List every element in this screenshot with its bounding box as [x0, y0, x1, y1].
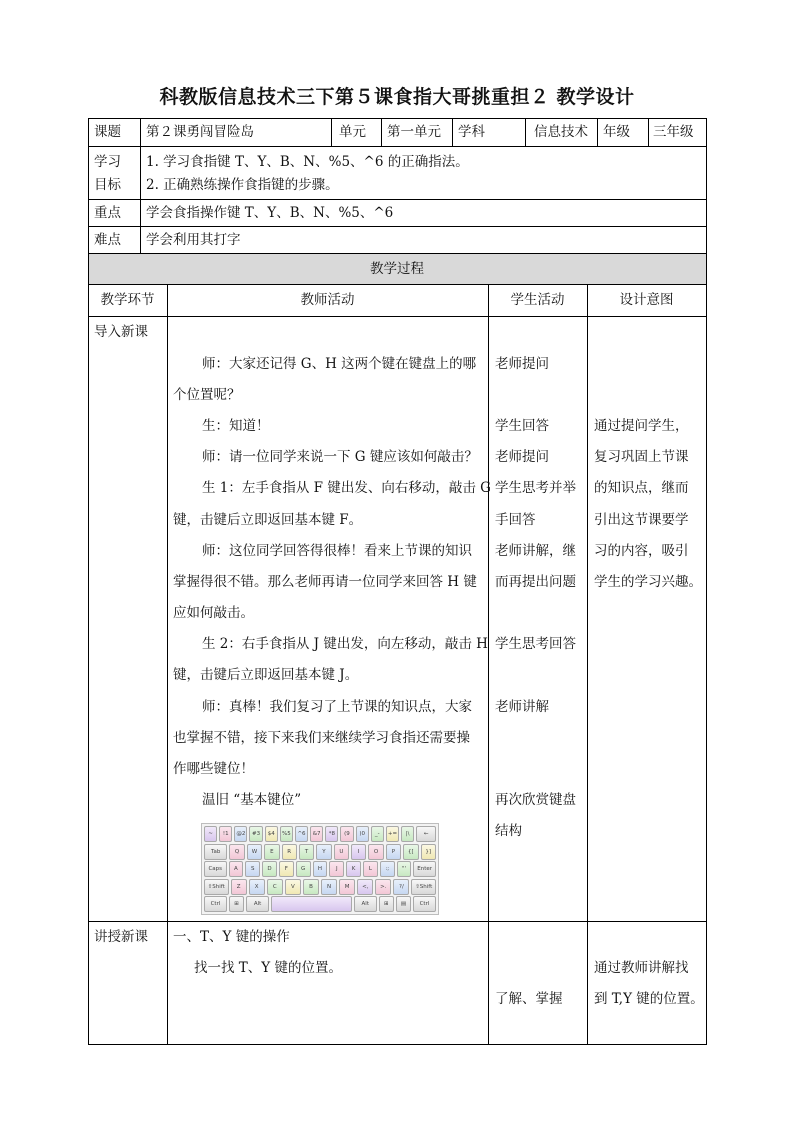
keyboard-key: W: [247, 844, 262, 860]
goals-label-2: 目标: [94, 177, 121, 193]
keyboard-key: C: [267, 879, 283, 895]
keyboard-key: }]: [421, 844, 436, 860]
keyboard-key: *8: [325, 826, 338, 842]
keyboard-key: ^6: [295, 826, 308, 842]
keyboard-key: >.: [375, 879, 391, 895]
keyboard-key: ←: [416, 826, 436, 842]
keyboard-key: ⊞: [379, 896, 394, 912]
student-line: 老师提问: [495, 449, 549, 465]
keyboard-key: [271, 896, 352, 912]
new-teacher-line: 找一找 T、Y 键的位置。: [194, 960, 342, 976]
student-line: 再次欣赏键盘: [495, 792, 576, 808]
keyboard-key: S: [245, 861, 260, 877]
keyboard-key: M: [339, 879, 355, 895]
student-line: 学生思考并举: [495, 480, 576, 496]
keyboard-key: A: [229, 861, 244, 877]
teacher-line: 键，击键后立即返回基本键 F。: [173, 512, 363, 528]
keyboard-key: (9: [340, 826, 353, 842]
student-line: 老师提问: [495, 356, 549, 372]
new-intent-line: 通过教师讲解找: [594, 960, 689, 976]
keyboard-key: B: [303, 879, 319, 895]
focus-value: 学会食指操作键 T、Y、B、N、%5、^6: [146, 205, 394, 221]
teacher-line: 也掌握不错，接下来我们来继续学习食指还需要操: [173, 730, 470, 746]
keyboard-key: T: [299, 844, 314, 860]
keyboard-image: [201, 823, 439, 915]
header-teacher: 教师活动: [300, 292, 355, 308]
intent-line: 引出这节课要学: [594, 512, 689, 528]
keyboard-key: Ctrl: [204, 896, 227, 912]
topic-value: 第２课勇闯冒险岛: [146, 124, 254, 140]
keyboard-key: ⇧Shift: [411, 879, 436, 895]
keyboard-key: X: [249, 879, 265, 895]
keyboard-key: |\: [401, 826, 414, 842]
keyboard-key: U: [334, 844, 349, 860]
keyboard-key: E: [264, 844, 279, 860]
keyboard-key: Ctrl: [413, 896, 436, 912]
keyboard-key: Alt: [246, 896, 269, 912]
keyboard-key: N: [321, 879, 337, 895]
keyboard-key: P: [386, 844, 401, 860]
keyboard-key: R: [282, 844, 297, 860]
keyboard-key: {[: [403, 844, 418, 860]
student-line: 手回答: [495, 512, 536, 528]
keyboard-key: O: [368, 844, 383, 860]
keyboard-key: %5: [280, 826, 293, 842]
intent-line: 学生的学习兴趣。: [594, 574, 702, 590]
keyboard-row: [204, 844, 436, 860]
keyboard-key: +=: [386, 826, 399, 842]
teacher-line: 温旧 “基本键位”: [202, 792, 302, 808]
keyboard-key: ~: [204, 826, 217, 842]
student-line: 老师讲解，继: [495, 543, 576, 559]
teacher-line: 生 2：右手食指从 J 键出发，向左移动，敲击 H: [202, 636, 488, 652]
keyboard-key: $4: [265, 826, 278, 842]
keyboard-row: [204, 861, 436, 877]
document-title: 科教版信息技术三下第５课食指大哥挑重担２ 教学设计: [159, 86, 635, 108]
keyboard-key: ?/: [393, 879, 409, 895]
new-intent-line: 到 T,Y 键的位置。: [594, 991, 704, 1007]
keyboard-key: Z: [231, 879, 247, 895]
unit-value: 第一单元: [387, 124, 441, 140]
goals-label-1: 学习: [94, 154, 121, 170]
header-intent: 设计意图: [619, 292, 674, 308]
difficulty-value: 学会利用其打字: [146, 232, 241, 248]
student-line: 老师讲解: [495, 699, 549, 715]
student-line: 而再提出问题: [495, 574, 576, 590]
keyboard-key: L: [363, 861, 378, 877]
keyboard-key: Q: [229, 844, 244, 860]
keyboard-key: )0: [356, 826, 369, 842]
new-teacher-line: 一、T、Y 键的操作: [173, 929, 290, 945]
keyboard-key: ▤: [396, 896, 411, 912]
keyboard-key: Alt: [354, 896, 377, 912]
keyboard-row: [204, 896, 436, 912]
teacher-line: 应如何敲击。: [173, 605, 254, 621]
header-stage: 教学环节: [100, 292, 155, 308]
teacher-line: 作哪些键位！: [173, 761, 254, 777]
difficulty-label: 难点: [94, 232, 121, 248]
keyboard-key: #3: [249, 826, 262, 842]
subject-value: 信息技术: [534, 124, 588, 140]
grade-label: 年级: [603, 124, 630, 140]
keyboard-row: [204, 826, 436, 842]
keyboard-key: D: [262, 861, 277, 877]
unit-label: 单元: [339, 124, 366, 140]
keyboard-key: G: [296, 861, 311, 877]
keyboard-key: Tab: [204, 844, 227, 860]
keyboard-key: Caps: [204, 861, 227, 877]
keyboard-key: <,: [357, 879, 373, 895]
topic-label: 课题: [94, 124, 121, 140]
student-line: 结构: [495, 823, 522, 839]
teacher-line: 生 1：左手食指从 F 键出发、向右移动，敲击 G: [202, 480, 491, 496]
keyboard-key: F: [279, 861, 294, 877]
new-student-line: 了解、掌握: [495, 991, 563, 1007]
goal-item-2: 2. 正确熟练操作食指键的步骤。: [146, 177, 339, 193]
keyboard-key: V: [285, 879, 301, 895]
teacher-line: 键，击键后立即返回基本键 J。: [173, 667, 359, 683]
keyboard-key: H: [313, 861, 328, 877]
grade-value: 三年级: [653, 124, 694, 140]
keyboard-key: :;: [380, 861, 395, 877]
teacher-line: 掌握得很不错。那么老师再请一位同学来回答 H 键: [173, 574, 477, 590]
keyboard-row: [204, 879, 436, 895]
teacher-line: 师：这位同学回答得很棒！看来上节课的知识: [202, 543, 472, 559]
stage-new: 讲授新课: [94, 929, 148, 945]
keyboard-key: Enter: [413, 861, 436, 877]
keyboard-key: ⇧Shift: [204, 879, 229, 895]
intent-line: 复习巩固上节课: [594, 449, 689, 465]
teacher-line: 师：大家还记得 G、H 这两个键在键盘上的哪: [202, 356, 477, 372]
keyboard-key: I: [351, 844, 366, 860]
goal-item-1: 1. 学习食指键 T、Y、B、N、%5、^6 的正确指法。: [146, 154, 469, 170]
intent-line: 习的内容，吸引: [594, 543, 689, 559]
teacher-line: 师：真棒！我们复习了上节课的知识点，大家: [202, 699, 472, 715]
teacher-line: 生：知道！: [202, 418, 270, 434]
keyboard-key: ⊞: [229, 896, 244, 912]
keyboard-key: !1: [219, 826, 232, 842]
keyboard-key: &7: [310, 826, 323, 842]
keyboard-key: _-: [371, 826, 384, 842]
focus-label: 重点: [94, 205, 121, 221]
process-section-title: 教学过程: [370, 261, 424, 277]
intent-line: 的知识点，继而: [594, 480, 689, 496]
student-line: 学生回答: [495, 418, 549, 434]
header-student: 学生活动: [510, 292, 565, 308]
keyboard-key: @2: [234, 826, 247, 842]
teacher-line: 师：请一位同学来说一下 G 键应该如何敲击？: [202, 449, 478, 465]
keyboard-key: K: [346, 861, 361, 877]
subject-label: 学科: [458, 124, 485, 140]
keyboard-key: Y: [316, 844, 331, 860]
keyboard-key: J: [329, 861, 344, 877]
teacher-line: 个位置呢？: [173, 387, 241, 403]
stage-intro: 导入新课: [94, 324, 148, 340]
keyboard-key: "': [397, 861, 412, 877]
student-line: 学生思考回答: [495, 636, 576, 652]
intent-line: 通过提问学生，: [594, 418, 689, 434]
